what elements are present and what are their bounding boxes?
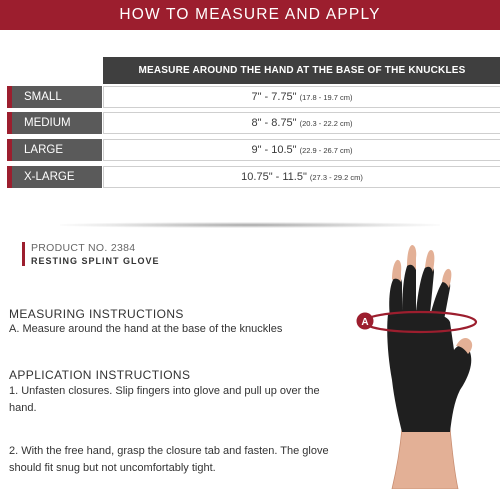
size-measurement xyxy=(103,166,500,188)
cm-value: (20.3 - 22.2 cm) xyxy=(299,118,353,128)
table-row-large xyxy=(7,139,500,161)
table-header-text: MEASURE AROUND THE HAND AT THE BASE OF THE KNUCKLES xyxy=(138,65,466,76)
banner-title: HOW TO MEASURE AND APPLY xyxy=(119,6,381,23)
inches-value: 8" - 8.75" xyxy=(251,117,297,129)
inches-value: 9" - 10.5" xyxy=(251,144,297,156)
cm-value: (22.9 - 26.7 cm) xyxy=(299,145,353,155)
cm-value: (17.8 - 19.7 cm) xyxy=(299,92,353,102)
cm-value: (27.3 - 29.2 cm) xyxy=(309,172,363,182)
application-step-1: 1. Unfasten closures. Slip fingers into glove and pull up over the hand. xyxy=(9,385,320,414)
application-step-2: 2. With the free hand, grasp the closure tab and fasten. The glove should fit snug but not uncomfortably tight. xyxy=(9,445,329,474)
glove-diagram xyxy=(340,240,500,489)
glove-finger xyxy=(416,264,434,314)
forearm xyxy=(392,428,458,489)
inches-value: 7" - 7.75" xyxy=(251,91,297,103)
inches-value: 10.75" - 11.5" xyxy=(241,171,307,183)
section-divider xyxy=(60,222,440,228)
table-header xyxy=(103,57,500,84)
product-name: RESTING SPLINT GLOVE xyxy=(31,256,160,266)
size-label: LARGE xyxy=(12,139,102,161)
application-title: APPLICATION INSTRUCTIONS xyxy=(9,368,191,382)
table-row-medium xyxy=(7,112,500,134)
glove-finger xyxy=(402,262,416,314)
size-label: MEDIUM xyxy=(12,112,102,134)
size-measurement xyxy=(103,86,500,108)
table-row-small xyxy=(7,86,500,108)
product-accent-bar xyxy=(22,242,25,266)
measuring-title: MEASURING INSTRUCTIONS xyxy=(9,307,184,321)
size-measurement xyxy=(103,112,500,134)
measuring-step-a: A. Measure around the hand at the base of the knuckles xyxy=(9,323,283,335)
fingertip xyxy=(392,260,401,282)
marker-label: A xyxy=(361,317,369,328)
table-row-x-large xyxy=(7,166,500,188)
size-label: X-LARGE xyxy=(12,166,102,188)
size-measurement xyxy=(103,139,500,161)
header-banner xyxy=(0,0,500,30)
product-number: PRODUCT NO. 2384 xyxy=(31,242,136,254)
size-label: SMALL xyxy=(12,86,102,108)
